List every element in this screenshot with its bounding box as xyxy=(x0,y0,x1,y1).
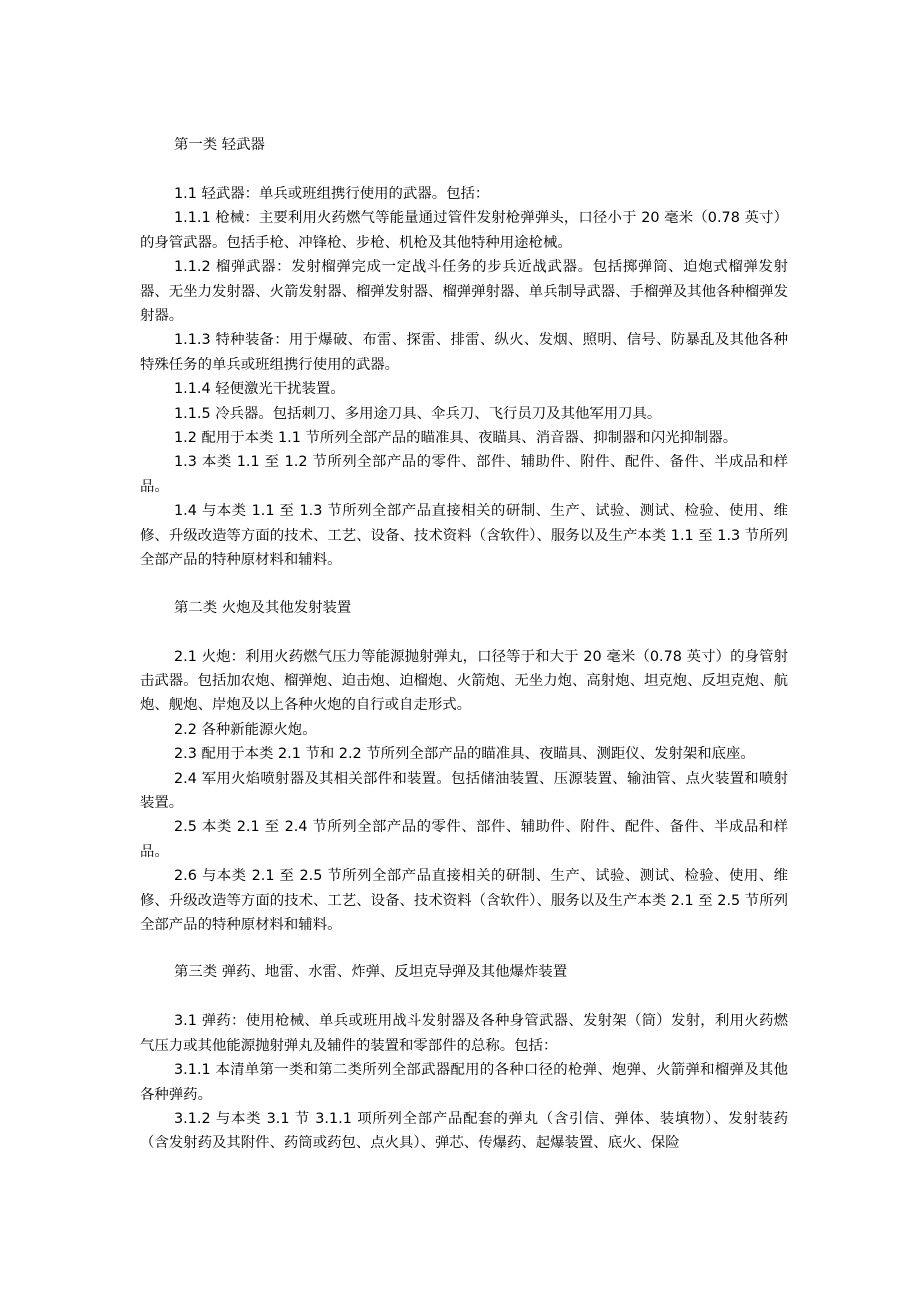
paragraph: 1.1.5 冷兵器。包括刺刀、多用途刀具、伞兵刀、飞行员刀及其他军用刀具。 xyxy=(174,405,662,422)
paragraph: 3.1.1 本清单第一类和第二类所列全部武器配用的各种口径的枪弹、炮弹、火箭弹和榴弹及其他各种弹药。 xyxy=(140,1062,788,1103)
paragraph: 1.2 配用于本类 1.1 节所列全部产品的瞄准具、夜瞄具、消音器、抑制器和闪光抑制器。 xyxy=(174,430,738,447)
paragraph: 3.1.2 与本类 3.1 节 3.1.1 项所列全部产品配套的弹丸（含引信、弹体、装填物）、发射装药（含发射药及其附件、药筒或药包、点火具）、弹芯、传爆药、起爆装置、底火、保险 xyxy=(140,1111,788,1152)
document-body xyxy=(140,132,788,1156)
paragraph: 3.1 弹药：使用枪械、单兵或班用战斗发射器及各种身管武器、发射架（筒）发射，利用火药燃气压力或其他能源抛射弹丸及辅件的装置和零部件的总称。包括： xyxy=(140,1013,788,1054)
paragraph: 1.1.4 轻便激光干扰装置。 xyxy=(174,381,345,398)
paragraph: 2.1 火炮：利用火药燃气压力等能源抛射弹丸，口径等于和大于 20 毫米（0.78 英寸）的身管射击武器。包括加农炮、榴弹炮、迫击炮、迫榴炮、火箭炮、无坐力炮、高射炮、坦克炮、反坦克炮、航炮、舰炮、岸炮及以上各种火炮的自行或自走形式。 xyxy=(140,648,788,714)
section-heading: 第二类 火炮及其他发射装置 xyxy=(174,599,352,616)
section-2 xyxy=(140,595,788,938)
section-heading: 第一类 轻武器 xyxy=(174,137,265,153)
paragraph: 2.3 配用于本类 2.1 节和 2.2 节所列全部产品的瞄准具、夜瞄具、测距仪、发射架和底座。 xyxy=(174,746,755,763)
paragraph: 2.5 本类 2.1 至 2.4 节所列全部产品的零件、部件、辅助件、附件、配件、备件、半成品和样品。 xyxy=(140,819,788,860)
paragraph: 2.4 军用火焰喷射器及其相关部件和装置。包括储油装置、压源装置、输油管、点火装置和喷射装置。 xyxy=(140,770,788,811)
paragraph: 1.1.2 榴弹武器：发射榴弹完成一定战斗任务的步兵近战武器。包括掷弹筒、迫炮式榴弹发射器、无坐力发射器、火箭发射器、榴弹发射器、榴弹弹射器、单兵制导武器、手榴弹及其他各种榴弹发射器。 xyxy=(140,259,788,325)
section-heading: 第三类 弹药、地雷、水雷、炸弹、反坦克导弹及其他爆炸装置 xyxy=(174,964,568,981)
section-1 xyxy=(140,132,788,573)
paragraph: 1.3 本类 1.1 至 1.2 节所列全部产品的零件、部件、辅助件、附件、配件、备件、半成品和样品。 xyxy=(140,454,788,495)
paragraph: 2.2 各种新能源火炮。 xyxy=(174,721,317,738)
paragraph: 1.4 与本类 1.1 至 1.3 节所列全部产品直接相关的研制、生产、试验、测试、检验、使用、维修、升级改造等方面的技术、工艺、设备、技术资料（含软件）、服务以及生产本类 1.1 至 1.3 节所列全部产品的特种原材料和辅料。 xyxy=(140,503,788,569)
paragraph: 1.1.1 枪械：主要利用火药燃气等能量通过管件发射枪弹弹头，口径小于 20 毫米（0.78 英寸）的身管武器。包括手枪、冲锋枪、步枪、机枪及其他特种用途枪械。 xyxy=(140,210,788,251)
paragraph: 1.1 轻武器：单兵或班组携行使用的武器。包括： xyxy=(174,186,490,202)
paragraph: 2.6 与本类 2.1 至 2.5 节所列全部产品直接相关的研制、生产、试验、测试、检验、使用、维修、升级改造等方面的技术、工艺、设备、技术资料（含软件）、服务以及生产本类 2.1 至 2.5 节所列全部产品的特种原材料和辅料。 xyxy=(140,868,788,933)
section-3 xyxy=(140,959,788,1155)
paragraph: 1.1.3 特种装备：用于爆破、布雷、探雷、排雷、纵火、发烟、照明、信号、防暴乱及其他各种特殊任务的单兵或班组携行使用的武器。 xyxy=(140,332,788,373)
